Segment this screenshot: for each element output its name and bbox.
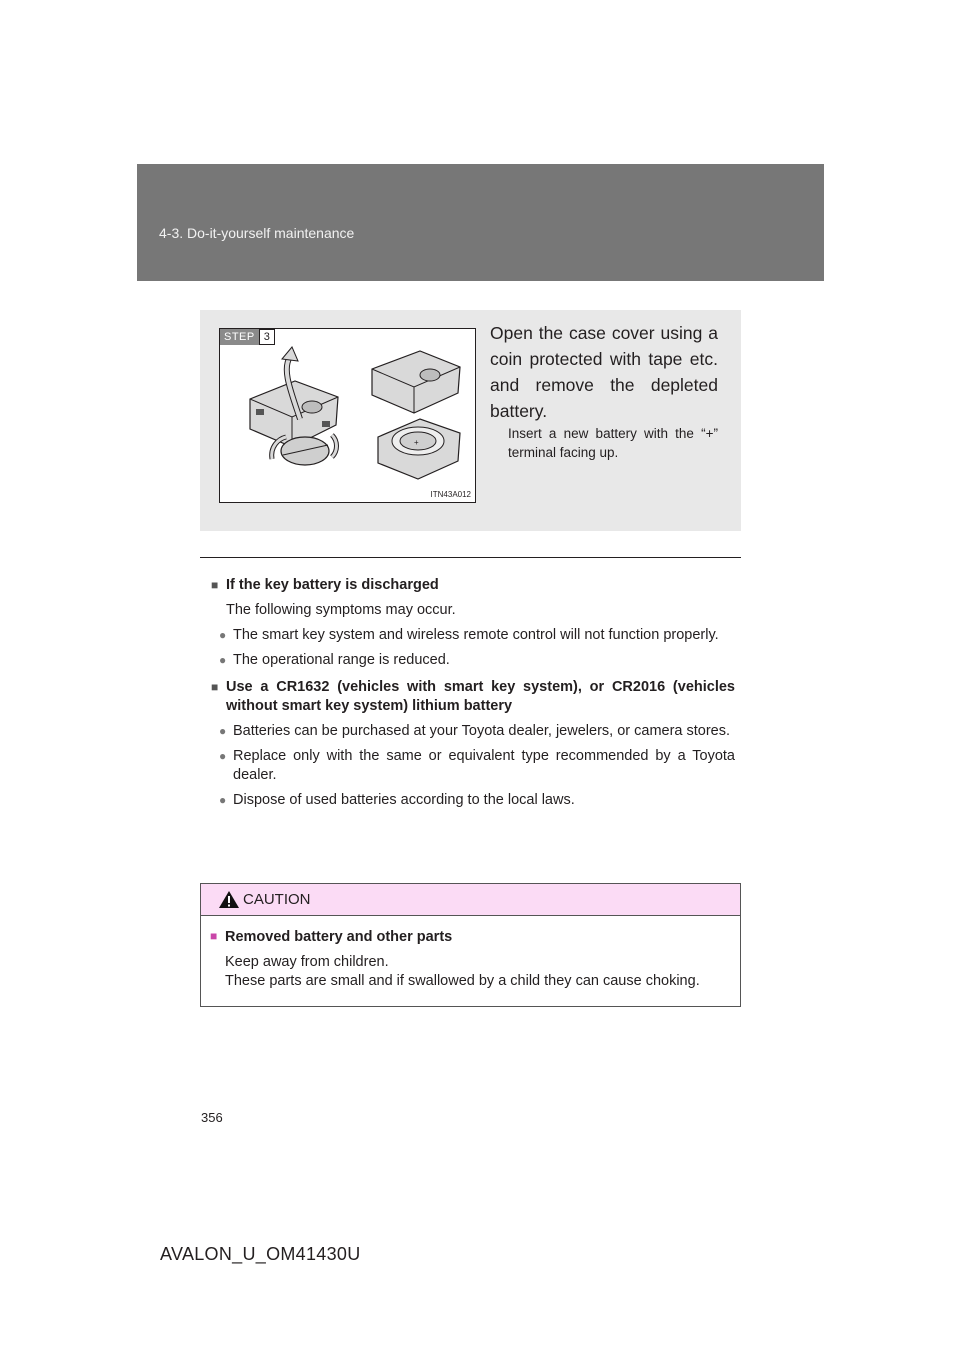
step-instruction: Open the case cover using a coin protected with tape etc. and remove the depleted battery.: [490, 323, 718, 421]
section-header: [137, 164, 824, 281]
page-number: 356: [201, 1110, 223, 1125]
figure-code: ITN43A012: [430, 490, 471, 499]
document-code: AVALON_U_OM41430U: [160, 1244, 361, 1264]
step-number: 3: [259, 329, 275, 345]
discharged-heading: ■ If the key battery is discharged: [211, 576, 735, 595]
battery-type-heading: ■ Use a CR1632 (vehicles with smart key system), or CR2016 (vehicles without smart key system) lithium battery: [211, 678, 735, 716]
step-panel: [200, 310, 741, 531]
notes-section: [211, 576, 735, 810]
caution-box: [200, 883, 741, 1007]
caution-body: [225, 953, 700, 991]
list-item: ● Batteries can be purchased at your Toyota dealer, jewelers, or camera stores.: [211, 722, 735, 741]
list-item: ● The operational range is reduced.: [211, 651, 735, 670]
caution-header: [201, 884, 740, 916]
step-word: STEP: [220, 329, 259, 345]
step-note: Insert a new battery with the “+” terminal facing up.: [508, 426, 718, 460]
caution-line: These parts are small and if swallowed by a child they can cause choking.: [225, 973, 700, 989]
caution-heading: ■ Removed battery and other parts: [210, 929, 452, 945]
list-item: ● Dispose of used batteries according to the local laws.: [211, 791, 735, 810]
caution-line: Keep away from children.: [225, 954, 389, 970]
warning-icon: [218, 890, 240, 909]
discharged-intro: The following symptoms may occur.: [226, 602, 456, 618]
list-item: ● The smart key system and wireless remote control will not function properly.: [211, 626, 735, 645]
list-item: ● Replace only with the same or equivalent type recommended by a Toyota dealer.: [211, 747, 735, 785]
key-fob-drawing: [220, 329, 475, 502]
divider: [200, 557, 741, 558]
section-title: 4-3. Do-it-yourself maintenance: [159, 225, 355, 241]
svg-text:+: +: [414, 438, 419, 447]
caution-title: CAUTION: [243, 891, 311, 908]
battery-replacement-illustration: [219, 328, 476, 503]
